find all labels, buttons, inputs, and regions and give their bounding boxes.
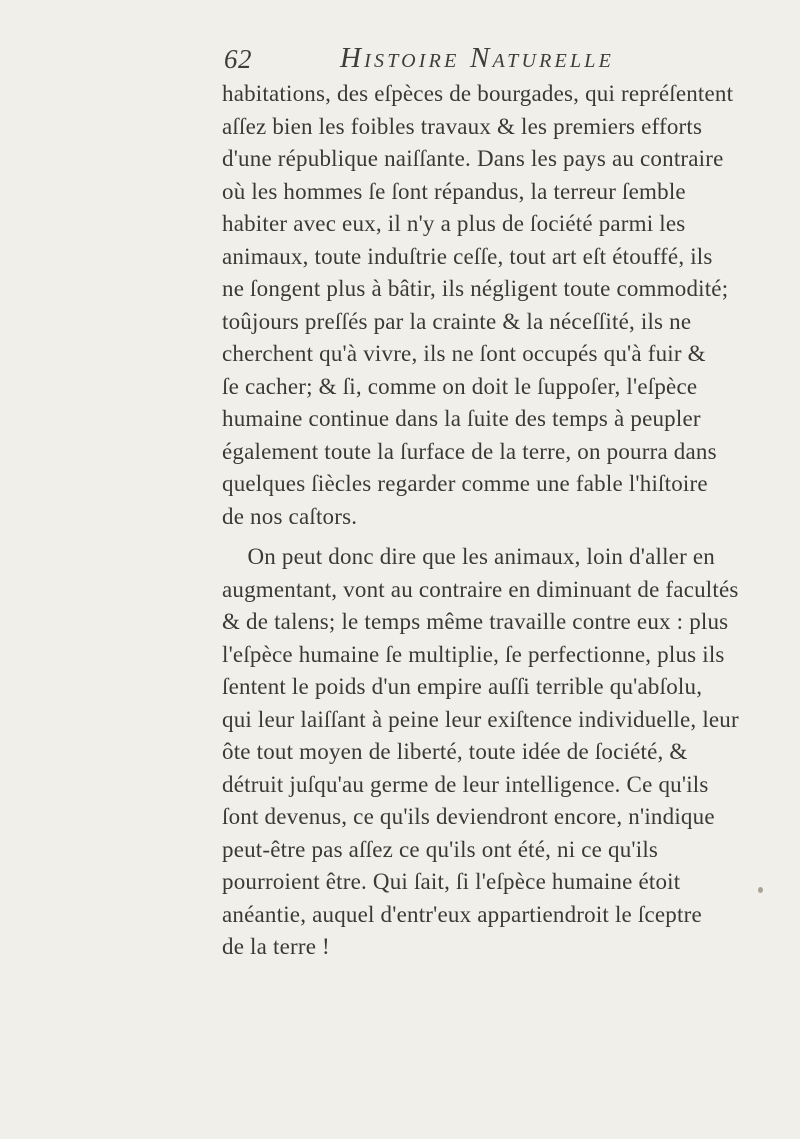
- paragraph-gap: [222, 533, 800, 541]
- text-line: aſſez bien les foibles travaux & les premiers efforts: [222, 113, 703, 140]
- text-line: augmentant, vont au contraire en diminuant de facultés: [222, 576, 739, 603]
- text-line: ſe cacher; & ſi, comme on doit le ſuppoſer, l'eſpèce: [222, 373, 698, 400]
- text-line: qui leur laiſſant à peine leur exiſtence individuelle, leur: [222, 706, 739, 733]
- text-line: quelques ſiècles regarder comme une fable l'hiſtoire: [222, 471, 708, 497]
- paragraph-1: [222, 78, 800, 533]
- text-line: de la terre !: [222, 934, 330, 960]
- text-line: toûjours preſſés par la crainte & la néceſſité, ils ne: [222, 308, 692, 335]
- text-line: On peut donc dire que les animaux, loin d'aller en: [247, 544, 716, 570]
- page-number: 62: [224, 44, 252, 74]
- text-line: ſont devenus, ce qu'ils deviendront encore, n'indique: [222, 804, 715, 830]
- text-line: également toute la ſurface de la terre, on pourra dans: [222, 438, 717, 465]
- text-line: humaine continue dans la ſuite des temps à peupler: [222, 406, 701, 432]
- text-line: cherchent qu'à vivre, ils ne ſont occupés qu'à fuir &: [222, 341, 706, 367]
- text-line: habiter avec eux, il n'y a plus de ſociété parmi les: [222, 211, 686, 237]
- text-line: & de talens; le temps même travaille contre eux : plus: [222, 609, 729, 635]
- running-title: Histoire Naturelle: [340, 42, 615, 74]
- paragraph-2: [222, 541, 800, 964]
- text-line: où les hommes ſe ſont répandus, la terreur ſemble: [222, 178, 686, 205]
- text-line: peut-être pas aſſez ce qu'ils ont été, ni ce qu'ils: [222, 836, 659, 863]
- ink-speck: [758, 887, 763, 893]
- body-text: [222, 78, 800, 964]
- text-line: habitations, des eſpèces de bourgades, qui repréſentent: [222, 81, 734, 107]
- text-line: ôte tout moyen de liberté, toute idée de ſociété, &: [222, 739, 688, 765]
- text-line: pourroient être. Qui ſait, ſi l'eſpèce humaine étoit: [222, 869, 681, 895]
- text-line: de nos caſtors.: [222, 503, 358, 530]
- text-line: d'une république naiſſante. Dans les pays au contraire: [222, 146, 724, 172]
- text-line: animaux, toute induſtrie ceſſe, tout art eſt étouffé, ils: [222, 243, 713, 270]
- text-line: l'eſpèce humaine ſe multiplie, ſe perfectionne, plus ils: [222, 641, 725, 668]
- text-line: anéantie, auquel d'entr'eux appartiendroit le ſceptre: [222, 901, 702, 928]
- text-line: ne ſongent plus à bâtir, ils négligent toute commodité;: [222, 276, 729, 302]
- text-line: détruit juſqu'au germe de leur intelligence. Ce qu'ils: [222, 771, 709, 798]
- text-line: ſentent le poids d'un empire auſſi terrible qu'abſolu,: [222, 674, 703, 700]
